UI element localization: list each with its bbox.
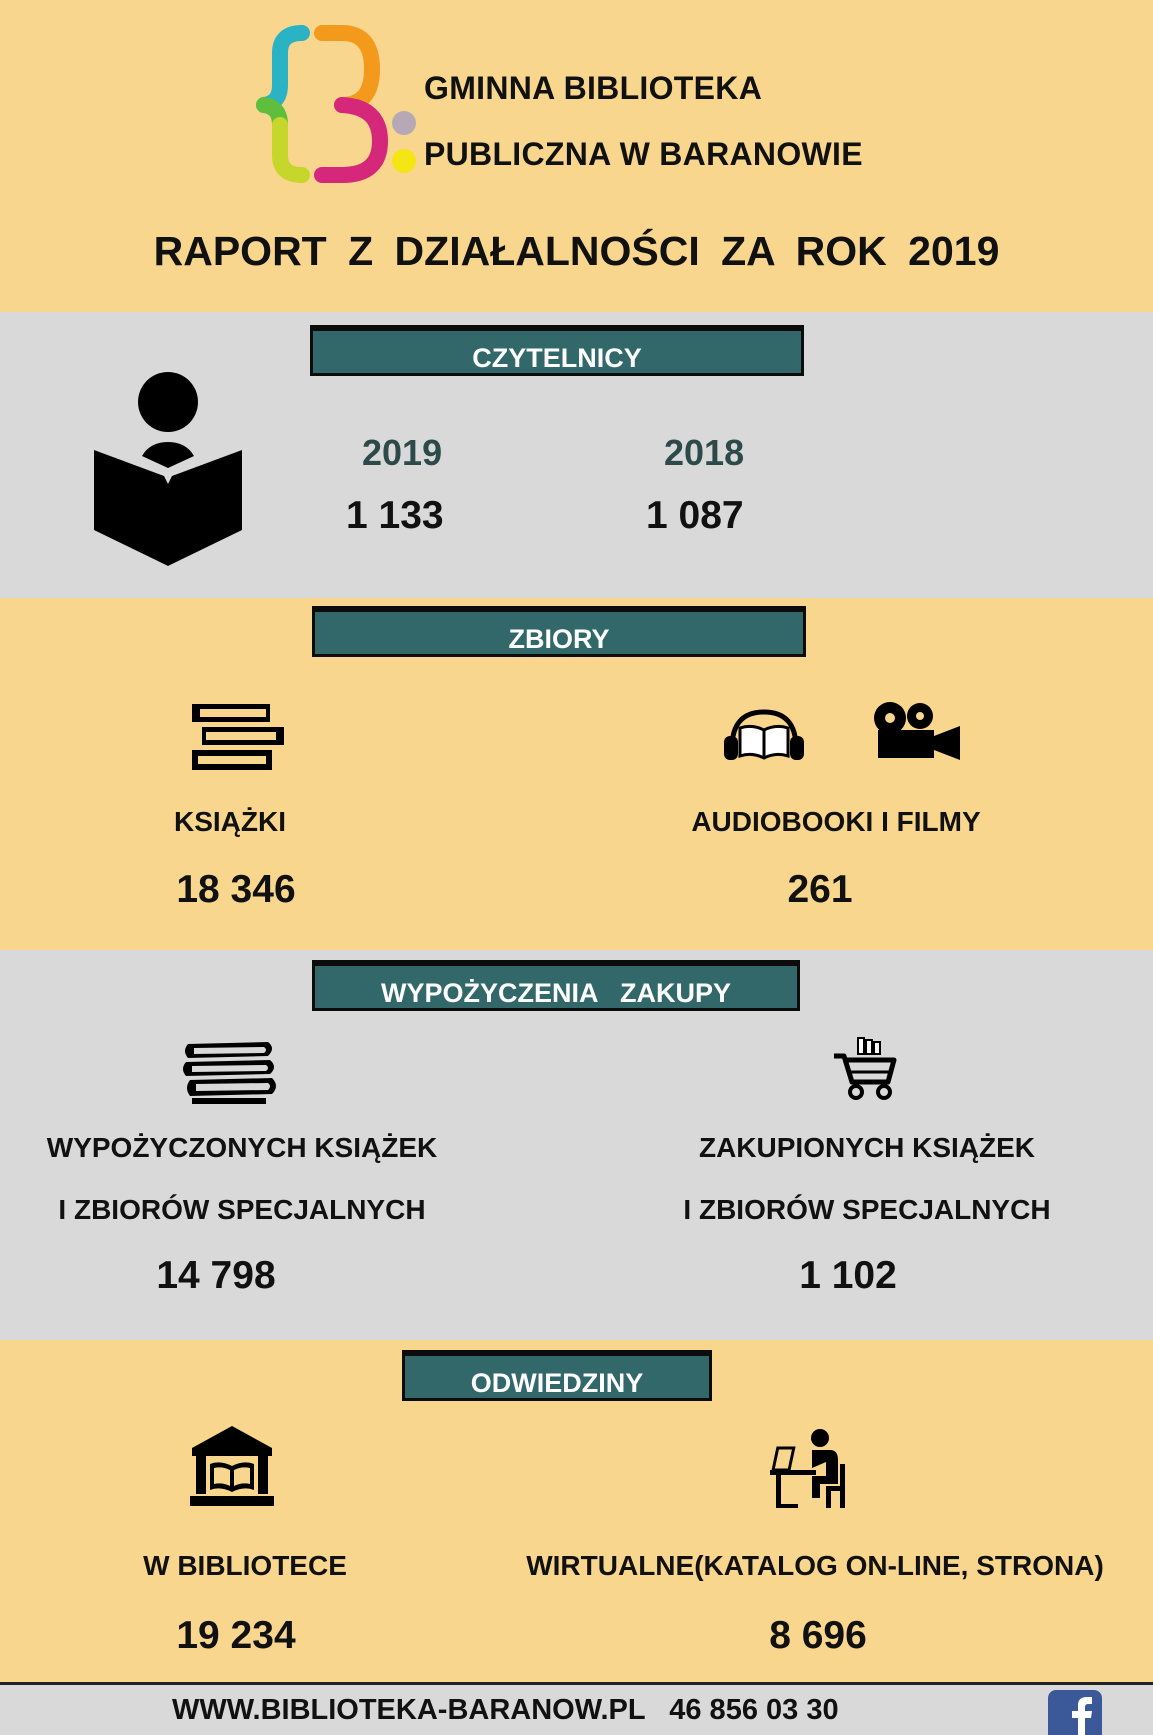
library-logo-icon: [250, 25, 422, 193]
library-building-icon: [190, 1424, 274, 1508]
library-visits-label: W BIBLIOTECE: [143, 1550, 347, 1581]
person-at-computer-icon: [768, 1428, 852, 1510]
shopping-cart-icon: [830, 1034, 900, 1104]
books-label: KSIĄŻKI: [174, 806, 286, 837]
virtual-visits-label: WIRTUALNE(KATALOG ON-LINE, STRONA): [526, 1550, 1104, 1581]
readers-value-previous: 1 087: [646, 494, 744, 537]
reader-with-book-icon: [92, 372, 244, 566]
loans-value: 14 798: [156, 1254, 276, 1297]
purchases-label-line1: ZAKUPIONYCH KSIĄŻEK: [698, 1132, 1035, 1163]
facebook-icon[interactable]: [1048, 1690, 1102, 1735]
org-name-line2: PUBLICZNA W BARANOWIE: [424, 136, 863, 172]
section-title-collections: ZBIORY: [312, 606, 806, 657]
book-pile-icon: [182, 1040, 280, 1106]
loans-label-line2: I ZBIORÓW SPECJALNYCH: [58, 1194, 426, 1225]
section-title-readers: CZYTELNICY: [310, 325, 804, 376]
media-value: 261: [787, 868, 853, 911]
film-camera-icon: [868, 700, 964, 762]
loans-label-line1: WYPOŻYCZONYCH KSIĄŻEK: [46, 1132, 438, 1163]
readers-year-current: 2019: [362, 432, 443, 473]
media-label: AUDIOBOOKI I FILMY: [691, 806, 981, 837]
books-value: 18 346: [176, 868, 296, 911]
org-name-line1: GMINNA BIBLIOTEKA: [424, 70, 763, 106]
section-title-loans-purchases: WYPOŻYCZENIA ZAKUPY: [312, 960, 800, 1011]
readers-year-previous: 2018: [664, 432, 745, 473]
footer-contact: WWW.BIBLIOTEKA-BARANOW.PL 46 856 03 30: [172, 1694, 839, 1726]
book-stack-icon: [190, 702, 286, 772]
library-visits-value: 19 234: [176, 1614, 296, 1657]
purchases-value: 1 102: [799, 1254, 897, 1297]
headphones-book-icon: [722, 708, 806, 762]
section-title-visits: ODWIEDZINY: [402, 1350, 712, 1401]
virtual-visits-value: 8 696: [769, 1614, 867, 1657]
purchases-label-line2: I ZBIORÓW SPECJALNYCH: [683, 1194, 1051, 1225]
readers-value-current: 1 133: [346, 494, 444, 537]
report-title: RAPORT Z DZIAŁALNOŚCI ZA ROK 2019: [153, 228, 1000, 274]
